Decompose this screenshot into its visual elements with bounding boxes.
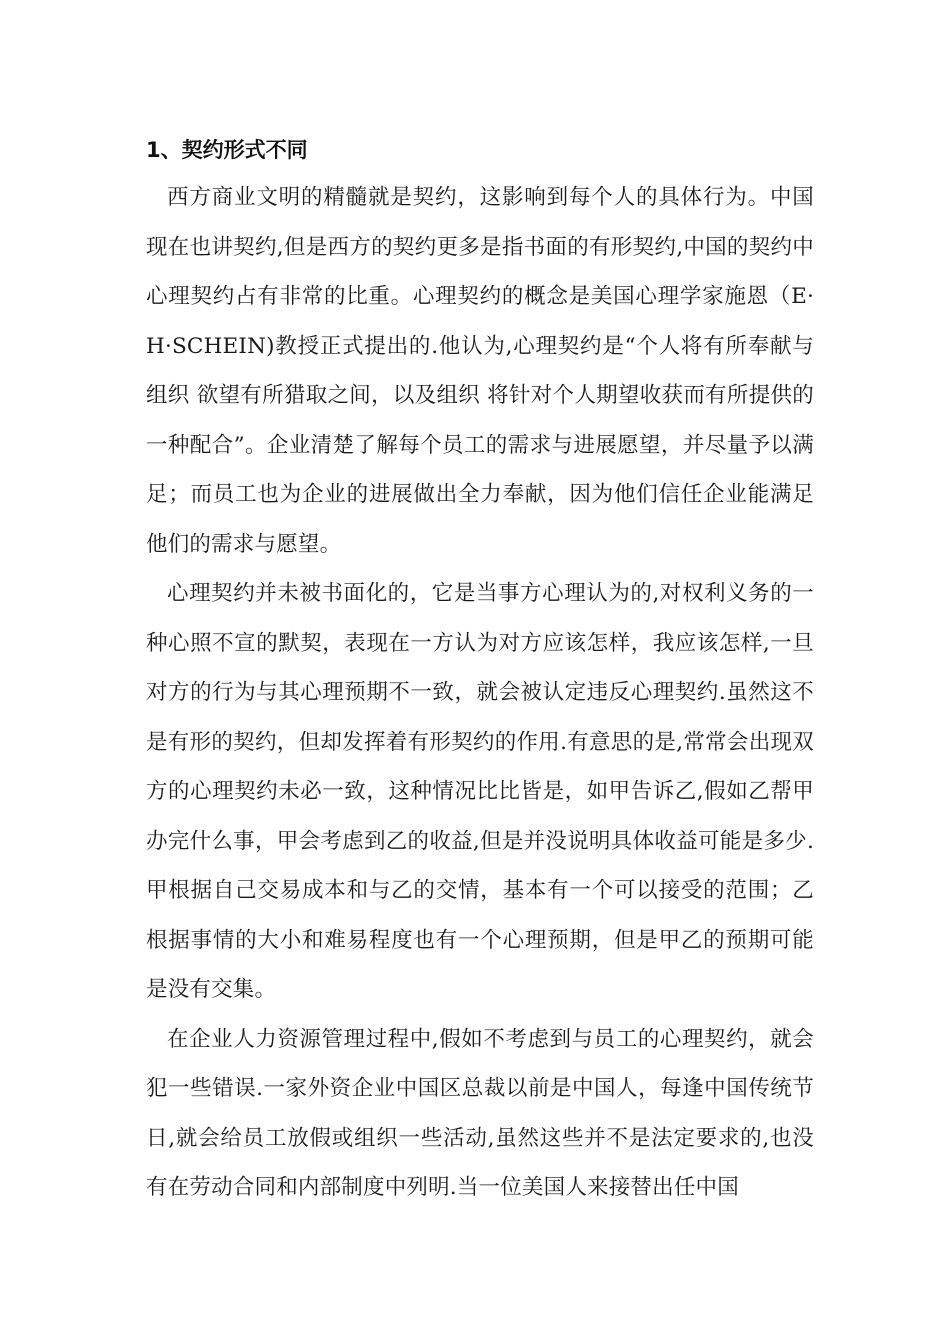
paragraph-3: 在企业人力资源管理过程中,假如不考虑到与员工的心理契约，就会犯一些错误.一家外资企业中国区总裁以前是中国人，每逢中国传统节日,就会给员工放假或组织一些活动,虽然这些并不是法定要求的,也没有在劳动合同和内部制度中列明.当一位美国人来接替出任中国 [146,1026,814,1200]
section-heading: 1、契约形式不同 [146,138,308,162]
paragraph-2: 心理契约并未被书面化的，它是当事方心理认为的,对权利义务的一种心照不宣的默契，表现在一方认为对方应该怎样，我应该怎样,一旦对方的行为与其心理预期不一致，就会被认定违反心理契约.虽然这不是有形的契约，但却发挥着有形契约的作用.有意思的是,常常会出现双方的心理契约未必一致，这种情况比比皆是，如甲告诉乙,假如乙帮甲办完什么事，甲会考虑到乙的收益,但是并没说明具体收益可能是多少.甲根据自己交易成本和与乙的交情，基本有一个可以接受的范围；乙根据事情的大小和难易程度也有一个心理预期，但是甲乙的预期可能是没有交集。 [146,581,814,1002]
paragraph-1: 西方商业文明的精髓就是契约，这影响到每个人的具体行为。中国现在也讲契约,但是西方的契约更多是指书面的有形契约,中国的契约中心理契约占有非常的比重。心理契约的概念是美国心理学家施恩（E·H·SCHEIN)教授正式提出的.他认为,心理契约是“个人将有所奉献与组织 欲望有所猎取之间，以及组织 将针对个人期望收获而有所提供的一种配合”。企业清楚了解每个员工的需求与进展愿望，并尽量予以满足；而员工也为企业的进展做出全力奉献，因为他们信任企业能满足他们的需求与愿望。 [146,185,814,557]
document-body [146,133,814,1213]
